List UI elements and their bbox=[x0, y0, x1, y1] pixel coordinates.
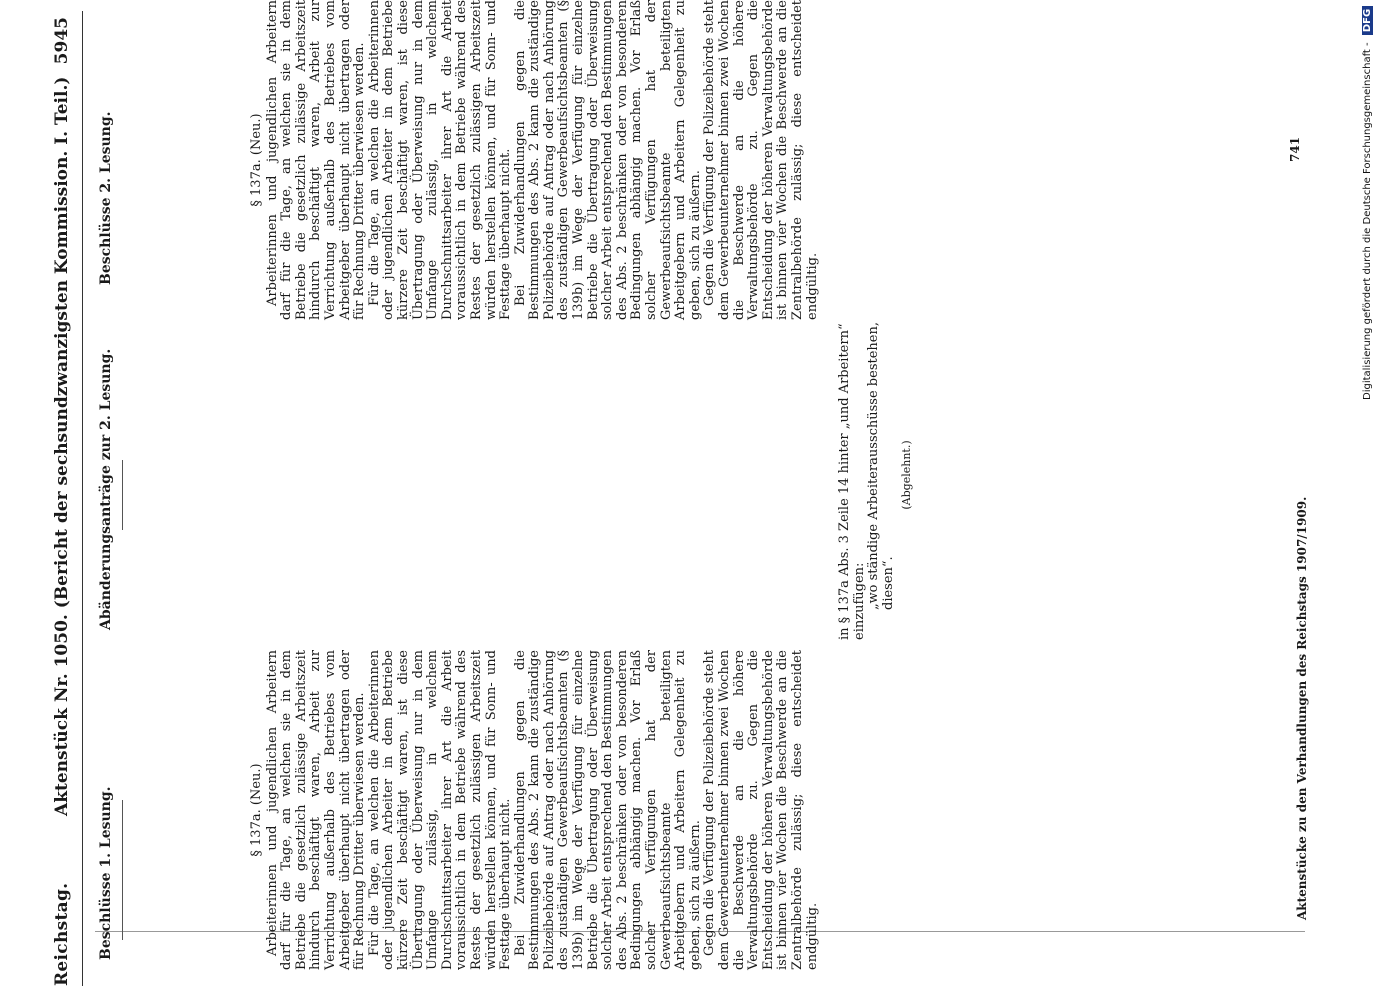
footer-page-number: 741 bbox=[1288, 136, 1302, 162]
left-column-title: Beschlüsse 1. Lesung. bbox=[98, 786, 114, 960]
header-title: Aktenstück Nr. 1050. (Bericht der sechsundzwanzigsten Kommission. I. Teil.) bbox=[52, 76, 72, 816]
page-header bbox=[52, 11, 86, 986]
right-paragraph-3: Bei Zuwiderhandlungen gegen die Bestimmungen des Abs. 2 kann die zuständige Polizeibehörde auf Antrag oder nach Anhörung des zuständigen Gewerbeaufsichtsbeamten (§ 139b) im Wege der Verfügung für einzelne Betriebe die Übertragung oder Überweisung solcher Arbeit entsprechend den Bestimmungen des Abs. 2 beschränken oder von besonderen Bedingungen abhängig machen. Vor Erlaß solcher Verfügungen hat der Gewerbeaufsichtsbeamte beteiligten Arbeitgebern und Arbeitern Gelegenheit zu geben, sich zu äußern. bbox=[512, 0, 703, 320]
right-column-text bbox=[250, 0, 820, 320]
amendment-text: in § 137a Abs. 3 Zeile 14 hinter „und Arbeitern“ einzufügen: bbox=[837, 323, 867, 640]
dfg-credit-text: Digitalisierung gefördert durch die Deutsche Forschungsgemeinschaft - bbox=[1362, 42, 1373, 400]
left-paragraph-3: Bei Zuwiderhandlungen gegen die Bestimmungen des Abs. 2 kann die zuständige Polizeibehörde auf Antrag oder nach Anhörung des zuständigen Gewerbeaufsichtsbeamten (§ 139b) im Wege der Verfügung für einzelne Betriebe die Übertragung oder Überweisung solcher Arbeit entsprechend den Bestimmungen des Abs. 2 beschränken oder von besonderen Bedingungen abhängig machen. Vor Erlaß solcher Verfügungen hat der Gewerbeaufsichtsbeamte beteiligten Arbeitgebern und Arbeitern Gelegenheit zu geben, sich zu äußern. bbox=[512, 650, 703, 970]
header-page-number: 5945 bbox=[52, 17, 72, 65]
middle-column-title: Abänderungsanträge zur 2. Lesung. bbox=[98, 348, 114, 630]
right-column-title: Beschlüsse 2. Lesung. bbox=[98, 111, 114, 285]
amendment-block bbox=[838, 310, 915, 640]
right-paragraph-2: Für die Tage, an welchen die Arbeiterinnen oder jugendlichen Arbeiter in dem Betriebe kürzere Zeit beschäftigt waren, ist diese Übertragung oder Überweisung nur in dem Umfange zulässig, in welchem Durchschnittsarbeiter ihrer Art die Arbeit voraussichtlich in dem Betriebe während des Restes der gesetzlich zulässigen Arbeitszeit würden herstellen können, und für Sonn- und Festtage überhaupt nicht. bbox=[366, 0, 514, 320]
left-paragraph-1: Arbeiterinnen und jugendlichen Arbeitern darf für die Tage, an welchen sie in dem Betriebe die gesetzlich zulässige Arbeitszeit hindurch beschäftigt waren, Arbeit zur Verrichtung außerhalb des Betriebes vom Arbeitgeber überhaupt nicht übertragen oder für Rechnung Dritter überwiesen werden. bbox=[264, 650, 368, 970]
right-section-heading: § 137a. (Neu.) bbox=[249, 113, 264, 207]
left-column-text bbox=[250, 650, 820, 970]
footer-source: Aktenstücke zu den Verhandlungen des Reichstags 1907/1909. bbox=[1295, 496, 1309, 920]
left-section-heading: § 137a. (Neu.) bbox=[249, 763, 264, 857]
right-paragraph-4: Gegen die Verfügung der Polizeibehörde steht dem Gewerbeunternehmer binnen zwei Wochen die Beschwerde an die höhere Verwaltungsbehörde zu. Gegen die Entscheidung der höheren Verwaltungsbehörde ist binnen vier Wochen die Beschwerde an die Zentralbehörde zulässig; diese entscheidet endgültig. bbox=[702, 0, 820, 320]
left-paragraph-4: Gegen die Verfügung der Polizeibehörde steht dem Gewerbeunternehmer binnen zwei Wochen die Beschwerde an die höhere Verwaltungsbehörde zu. Gegen die Entscheidung der höheren Verwaltungsbehörde ist binnen vier Wochen die Beschwerde an die Zentralbehörde zulässig; diese entscheidet endgültig. bbox=[702, 650, 820, 970]
header-rule bbox=[82, 11, 83, 986]
amendment-quote: „wo ständige Arbeiterausschüsse bestehen, diesen“. bbox=[866, 322, 896, 610]
right-paragraph-1: Arbeiterinnen und jugendlichen Arbeitern darf für die Tage, an welchen sie in dem Betriebe die gesetzlich zulässige Arbeitszeit hindurch beschäftigt waren, Arbeit zur Verrichtung außerhalb des Betriebes vom Arbeitgeber überhaupt nicht übertragen oder für Rechnung Dritter überwiesen werden. bbox=[264, 0, 368, 320]
left-paragraph-2: Für die Tage, an welchen die Arbeiterinnen oder jugendlichen Arbeiter in dem Betriebe kürzere Zeit beschäftigt waren, ist diese Übertragung oder Überweisung nur in dem Umfange zulässig, in welchem Durchschnittsarbeiter ihrer Art die Arbeit voraussichtlich in dem Betriebe während des Restes der gesetzlich zulässigen Arbeitszeit würden herstellen können, und für Sonn- und Festtage überhaupt nicht. bbox=[366, 650, 514, 970]
dfg-logo-icon: DFG bbox=[1362, 6, 1373, 35]
amendment-note: (Abgelehnt.) bbox=[900, 440, 914, 510]
left-title-rule bbox=[122, 800, 123, 940]
dfg-credit bbox=[1362, 6, 1373, 400]
header-left: Reichstag. bbox=[52, 882, 72, 986]
middle-title-rule bbox=[122, 460, 123, 530]
